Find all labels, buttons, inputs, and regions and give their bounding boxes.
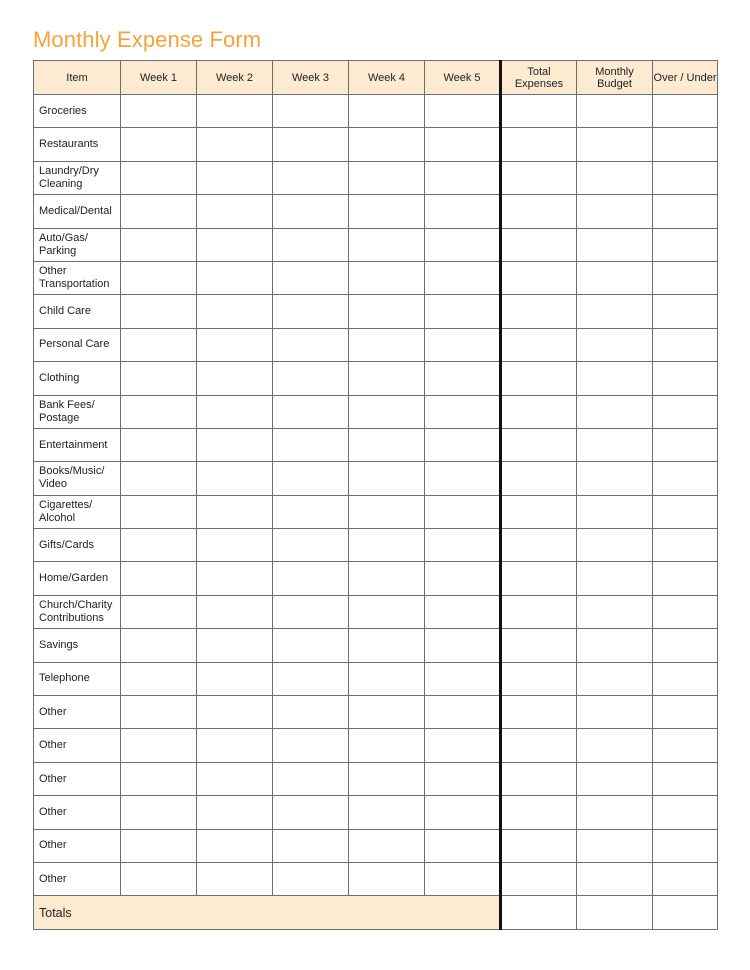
over-under-cell[interactable]: [653, 729, 718, 762]
week-5-cell[interactable]: [425, 395, 501, 428]
row-label: Other: [34, 762, 121, 795]
week-2-cell[interactable]: [197, 729, 273, 762]
over-under-cell[interactable]: [653, 295, 718, 328]
week-2-cell[interactable]: [197, 862, 273, 895]
total-expenses-cell[interactable]: [501, 295, 577, 328]
week-2-cell[interactable]: [197, 228, 273, 261]
week-1-cell[interactable]: [121, 428, 197, 461]
week-3-cell[interactable]: [273, 595, 349, 628]
table-row: [34, 195, 718, 228]
table-row: [34, 362, 718, 395]
over-under-cell[interactable]: [653, 462, 718, 495]
over-under-cell[interactable]: [653, 829, 718, 862]
table-row: [34, 462, 718, 495]
total-expenses-cell[interactable]: [501, 696, 577, 729]
week-3-cell[interactable]: [273, 195, 349, 228]
week-4-cell[interactable]: [349, 195, 425, 228]
week-2-cell[interactable]: [197, 696, 273, 729]
table-row: [34, 829, 718, 862]
week-1-cell[interactable]: [121, 495, 197, 528]
week-2-cell[interactable]: [197, 328, 273, 361]
week-4-cell[interactable]: [349, 762, 425, 795]
week-4-cell[interactable]: [349, 829, 425, 862]
total-expenses-cell[interactable]: [501, 128, 577, 161]
week-5-cell[interactable]: [425, 362, 501, 395]
week-1-cell[interactable]: [121, 161, 197, 194]
week-4-cell[interactable]: [349, 696, 425, 729]
week-5-cell[interactable]: [425, 161, 501, 194]
week-2-cell[interactable]: [197, 295, 273, 328]
header-week-4: Week 4: [349, 61, 425, 95]
week-5-cell[interactable]: [425, 662, 501, 695]
week-3-cell[interactable]: [273, 662, 349, 695]
monthly-budget-cell[interactable]: [577, 161, 653, 194]
week-5-cell[interactable]: [425, 796, 501, 829]
week-5-cell[interactable]: [425, 762, 501, 795]
week-3-cell[interactable]: [273, 529, 349, 562]
row-label: Gifts/Cards: [34, 529, 121, 562]
week-4-cell[interactable]: [349, 662, 425, 695]
expense-table: [33, 60, 718, 930]
week-1-cell[interactable]: [121, 796, 197, 829]
week-2-cell[interactable]: [197, 829, 273, 862]
over-under-cell[interactable]: [653, 796, 718, 829]
week-1-cell[interactable]: [121, 629, 197, 662]
week-5-cell[interactable]: [425, 495, 501, 528]
week-4-cell[interactable]: [349, 328, 425, 361]
header-item: Item: [34, 61, 121, 95]
total-expenses-cell[interactable]: [501, 529, 577, 562]
week-1-cell[interactable]: [121, 362, 197, 395]
week-5-cell[interactable]: [425, 195, 501, 228]
week-3-cell[interactable]: [273, 228, 349, 261]
over-under-cell[interactable]: [653, 228, 718, 261]
monthly-budget-cell[interactable]: [577, 228, 653, 261]
table-row: [34, 595, 718, 628]
table-row: [34, 495, 718, 528]
over-under-cell[interactable]: [653, 696, 718, 729]
week-5-cell[interactable]: [425, 261, 501, 294]
total-expenses-cell[interactable]: [501, 629, 577, 662]
week-3-cell[interactable]: [273, 95, 349, 128]
week-2-cell[interactable]: [197, 362, 273, 395]
monthly-budget-cell[interactable]: [577, 562, 653, 595]
week-3-cell[interactable]: [273, 161, 349, 194]
week-3-cell[interactable]: [273, 395, 349, 428]
week-2-cell[interactable]: [197, 428, 273, 461]
monthly-budget-cell[interactable]: [577, 362, 653, 395]
week-5-cell[interactable]: [425, 729, 501, 762]
total-expenses-cell[interactable]: [501, 428, 577, 461]
over-under-cell[interactable]: [653, 161, 718, 194]
week-3-cell[interactable]: [273, 796, 349, 829]
total-expenses-cell[interactable]: [501, 362, 577, 395]
week-5-cell[interactable]: [425, 428, 501, 461]
monthly-budget-cell[interactable]: [577, 762, 653, 795]
over-under-cell[interactable]: [653, 862, 718, 895]
week-5-cell[interactable]: [425, 595, 501, 628]
row-label: Auto/Gas/ Parking: [34, 228, 121, 261]
total-expenses-cell[interactable]: [501, 829, 577, 862]
monthly-budget-cell[interactable]: [577, 729, 653, 762]
week-3-cell[interactable]: [273, 729, 349, 762]
week-5-cell[interactable]: [425, 629, 501, 662]
total-expenses-cell[interactable]: [501, 796, 577, 829]
week-2-cell[interactable]: [197, 395, 273, 428]
header-total-expenses: Total Expenses: [501, 61, 577, 95]
table-row: [34, 428, 718, 461]
total-expenses-cell[interactable]: [501, 95, 577, 128]
table-row: [34, 395, 718, 428]
row-label: Bank Fees/ Postage: [34, 395, 121, 428]
week-1-cell[interactable]: [121, 128, 197, 161]
total-expenses-cell[interactable]: [501, 495, 577, 528]
table-row: [34, 261, 718, 294]
row-label: Books/Music/ Video: [34, 462, 121, 495]
monthly-budget-cell[interactable]: [577, 395, 653, 428]
totals-total-expenses-cell[interactable]: [501, 896, 577, 929]
monthly-budget-cell[interactable]: [577, 261, 653, 294]
week-5-cell[interactable]: [425, 328, 501, 361]
totals-monthly-budget-cell[interactable]: [577, 896, 653, 929]
table-row: [34, 95, 718, 128]
week-4-cell[interactable]: [349, 362, 425, 395]
week-4-cell[interactable]: [349, 595, 425, 628]
total-expenses-cell[interactable]: [501, 595, 577, 628]
week-5-cell[interactable]: [425, 295, 501, 328]
table-row: [34, 662, 718, 695]
monthly-budget-cell[interactable]: [577, 428, 653, 461]
week-4-cell[interactable]: [349, 161, 425, 194]
week-3-cell[interactable]: [273, 495, 349, 528]
total-expenses-cell[interactable]: [501, 462, 577, 495]
total-expenses-cell[interactable]: [501, 161, 577, 194]
week-5-cell[interactable]: [425, 128, 501, 161]
week-4-cell[interactable]: [349, 495, 425, 528]
over-under-cell[interactable]: [653, 595, 718, 628]
total-expenses-cell[interactable]: [501, 862, 577, 895]
week-1-cell[interactable]: [121, 95, 197, 128]
week-3-cell[interactable]: [273, 762, 349, 795]
over-under-cell[interactable]: [653, 662, 718, 695]
week-2-cell[interactable]: [197, 529, 273, 562]
header-week-3: Week 3: [273, 61, 349, 95]
row-label: Medical/Dental: [34, 195, 121, 228]
table-row: [34, 696, 718, 729]
week-4-cell[interactable]: [349, 428, 425, 461]
week-1-cell[interactable]: [121, 529, 197, 562]
week-4-cell[interactable]: [349, 729, 425, 762]
total-expenses-cell[interactable]: [501, 762, 577, 795]
week-1-cell[interactable]: [121, 462, 197, 495]
week-4-cell[interactable]: [349, 529, 425, 562]
monthly-budget-cell[interactable]: [577, 462, 653, 495]
monthly-budget-cell[interactable]: [577, 629, 653, 662]
week-2-cell[interactable]: [197, 95, 273, 128]
over-under-cell[interactable]: [653, 362, 718, 395]
header-week-5: Week 5: [425, 61, 501, 95]
total-expenses-cell[interactable]: [501, 562, 577, 595]
totals-over-under-cell[interactable]: [653, 896, 718, 929]
monthly-budget-cell[interactable]: [577, 195, 653, 228]
over-under-cell[interactable]: [653, 328, 718, 361]
week-5-cell[interactable]: [425, 562, 501, 595]
monthly-budget-cell[interactable]: [577, 95, 653, 128]
week-2-cell[interactable]: [197, 495, 273, 528]
week-3-cell[interactable]: [273, 261, 349, 294]
week-3-cell[interactable]: [273, 128, 349, 161]
week-5-cell[interactable]: [425, 462, 501, 495]
table-row: [34, 529, 718, 562]
row-label: Other Transportation: [34, 261, 121, 294]
monthly-budget-cell[interactable]: [577, 796, 653, 829]
week-4-cell[interactable]: [349, 228, 425, 261]
row-label: Child Care: [34, 295, 121, 328]
row-label: Other: [34, 796, 121, 829]
monthly-budget-cell[interactable]: [577, 829, 653, 862]
week-2-cell[interactable]: [197, 195, 273, 228]
week-4-cell[interactable]: [349, 796, 425, 829]
row-label: Telephone: [34, 662, 121, 695]
week-4-cell[interactable]: [349, 562, 425, 595]
week-2-cell[interactable]: [197, 796, 273, 829]
over-under-cell[interactable]: [653, 529, 718, 562]
total-expenses-cell[interactable]: [501, 328, 577, 361]
week-1-cell[interactable]: [121, 762, 197, 795]
monthly-budget-cell[interactable]: [577, 662, 653, 695]
monthly-budget-cell[interactable]: [577, 595, 653, 628]
monthly-budget-cell[interactable]: [577, 529, 653, 562]
form-title: Monthly Expense Form: [33, 27, 262, 52]
week-1-cell[interactable]: [121, 328, 197, 361]
week-2-cell[interactable]: [197, 562, 273, 595]
total-expenses-cell[interactable]: [501, 261, 577, 294]
over-under-cell[interactable]: [653, 95, 718, 128]
week-1-cell[interactable]: [121, 295, 197, 328]
week-5-cell[interactable]: [425, 862, 501, 895]
week-4-cell[interactable]: [349, 395, 425, 428]
total-expenses-cell[interactable]: [501, 228, 577, 261]
week-4-cell[interactable]: [349, 295, 425, 328]
week-1-cell[interactable]: [121, 662, 197, 695]
week-3-cell[interactable]: [273, 629, 349, 662]
monthly-budget-cell[interactable]: [577, 328, 653, 361]
week-2-cell[interactable]: [197, 662, 273, 695]
header-week-1: Week 1: [121, 61, 197, 95]
week-5-cell[interactable]: [425, 95, 501, 128]
table-row: [34, 862, 718, 895]
week-2-cell[interactable]: [197, 128, 273, 161]
monthly-budget-cell[interactable]: [577, 862, 653, 895]
row-label: Entertainment: [34, 428, 121, 461]
week-5-cell[interactable]: [425, 228, 501, 261]
table-row: [34, 228, 718, 261]
week-2-cell[interactable]: [197, 161, 273, 194]
table-row: [34, 796, 718, 829]
row-label: Restaurants: [34, 128, 121, 161]
row-label: Other: [34, 862, 121, 895]
monthly-budget-cell[interactable]: [577, 295, 653, 328]
week-1-cell[interactable]: [121, 195, 197, 228]
week-2-cell[interactable]: [197, 629, 273, 662]
total-expenses-cell[interactable]: [501, 729, 577, 762]
week-3-cell[interactable]: [273, 562, 349, 595]
row-label: Laundry/Dry Cleaning: [34, 161, 121, 194]
week-3-cell[interactable]: [273, 362, 349, 395]
table-row: [34, 562, 718, 595]
over-under-cell[interactable]: [653, 762, 718, 795]
row-label: Church/Charity Contributions: [34, 595, 121, 628]
week-1-cell[interactable]: [121, 395, 197, 428]
table-row: [34, 729, 718, 762]
row-label: Personal Care: [34, 328, 121, 361]
total-expenses-cell[interactable]: [501, 662, 577, 695]
header-row: [34, 61, 718, 95]
week-3-cell[interactable]: [273, 696, 349, 729]
over-under-cell[interactable]: [653, 562, 718, 595]
header-over-under: Over / Under: [653, 61, 718, 95]
header-week-2: Week 2: [197, 61, 273, 95]
week-1-cell[interactable]: [121, 729, 197, 762]
table-row: [34, 295, 718, 328]
week-5-cell[interactable]: [425, 829, 501, 862]
week-4-cell[interactable]: [349, 629, 425, 662]
row-label: Clothing: [34, 362, 121, 395]
week-2-cell[interactable]: [197, 595, 273, 628]
total-expenses-cell[interactable]: [501, 195, 577, 228]
header-monthly-budget: Monthly Budget: [577, 61, 653, 95]
week-1-cell[interactable]: [121, 261, 197, 294]
week-3-cell[interactable]: [273, 428, 349, 461]
over-under-cell[interactable]: [653, 261, 718, 294]
week-1-cell[interactable]: [121, 862, 197, 895]
over-under-cell[interactable]: [653, 428, 718, 461]
week-2-cell[interactable]: [197, 462, 273, 495]
week-1-cell[interactable]: [121, 595, 197, 628]
table-row: [34, 762, 718, 795]
monthly-budget-cell[interactable]: [577, 128, 653, 161]
over-under-cell[interactable]: [653, 395, 718, 428]
table-row: [34, 128, 718, 161]
week-4-cell[interactable]: [349, 95, 425, 128]
week-5-cell[interactable]: [425, 529, 501, 562]
table-row: [34, 328, 718, 361]
week-2-cell[interactable]: [197, 261, 273, 294]
row-label: Savings: [34, 629, 121, 662]
week-1-cell[interactable]: [121, 228, 197, 261]
totals-row: [34, 896, 718, 929]
row-label: Other: [34, 729, 121, 762]
week-4-cell[interactable]: [349, 128, 425, 161]
row-label: Other: [34, 829, 121, 862]
week-4-cell[interactable]: [349, 261, 425, 294]
week-3-cell[interactable]: [273, 295, 349, 328]
table-row: [34, 161, 718, 194]
week-3-cell[interactable]: [273, 829, 349, 862]
row-label: Home/Garden: [34, 562, 121, 595]
week-1-cell[interactable]: [121, 829, 197, 862]
monthly-budget-cell[interactable]: [577, 696, 653, 729]
week-2-cell[interactable]: [197, 762, 273, 795]
week-4-cell[interactable]: [349, 462, 425, 495]
totals-label: Totals: [34, 896, 501, 929]
over-under-cell[interactable]: [653, 195, 718, 228]
over-under-cell[interactable]: [653, 629, 718, 662]
week-3-cell[interactable]: [273, 862, 349, 895]
week-1-cell[interactable]: [121, 696, 197, 729]
row-label: Groceries: [34, 95, 121, 128]
row-label: Other: [34, 696, 121, 729]
monthly-budget-cell[interactable]: [577, 495, 653, 528]
over-under-cell[interactable]: [653, 128, 718, 161]
week-3-cell[interactable]: [273, 328, 349, 361]
table-row: [34, 629, 718, 662]
row-label: Cigarettes/ Alcohol: [34, 495, 121, 528]
week-5-cell[interactable]: [425, 696, 501, 729]
over-under-cell[interactable]: [653, 495, 718, 528]
total-expenses-cell[interactable]: [501, 395, 577, 428]
week-3-cell[interactable]: [273, 462, 349, 495]
week-4-cell[interactable]: [349, 862, 425, 895]
week-1-cell[interactable]: [121, 562, 197, 595]
